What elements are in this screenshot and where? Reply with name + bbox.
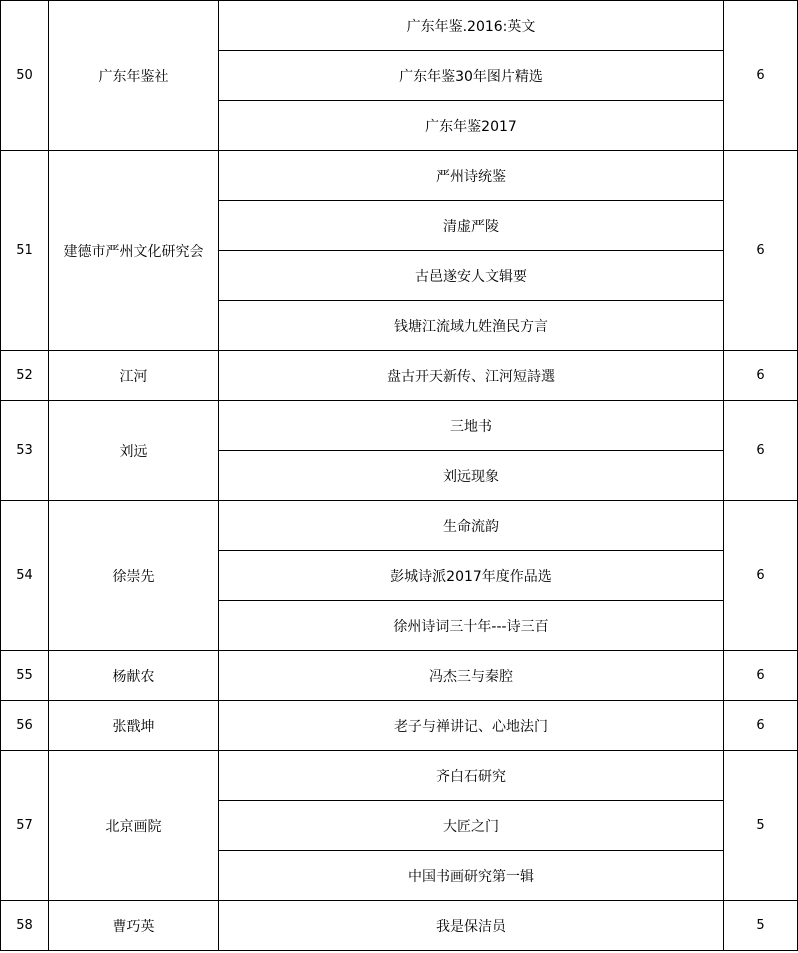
- row-number: 53: [1, 401, 49, 501]
- table-row: [1, 401, 798, 451]
- table-row: [1, 651, 798, 701]
- table-row: [1, 151, 798, 201]
- title-cell: 广东年鉴.2016:英文: [219, 1, 724, 51]
- publisher-cell: 江河: [49, 351, 219, 401]
- title-cell: 严州诗统鉴: [219, 151, 724, 201]
- title-cell: 广东年鉴30年图片精选: [219, 51, 724, 101]
- row-number: 54: [1, 501, 49, 651]
- title-cell: 彭城诗派2017年度作品选: [219, 551, 724, 601]
- table-row: [1, 751, 798, 801]
- title-cell: 三地书: [219, 401, 724, 451]
- publisher-cell: 刘远: [49, 401, 219, 501]
- row-number: 57: [1, 751, 49, 901]
- count-cell: 6: [724, 501, 798, 651]
- title-cell: 生命流韵: [219, 501, 724, 551]
- title-cell: 齐白石研究: [219, 751, 724, 801]
- title-cell: 徐州诗词三十年---诗三百: [219, 601, 724, 651]
- table-row: [1, 1, 798, 51]
- title-cell: 我是保洁员: [219, 901, 724, 951]
- title-cell: 老子与禅讲记、心地法门: [219, 701, 724, 751]
- table-row: [1, 351, 798, 401]
- publisher-cell: 广东年鉴社: [49, 1, 219, 151]
- title-cell: 中国书画研究第一辑: [219, 851, 724, 901]
- publisher-cell: 杨献农: [49, 651, 219, 701]
- table-row: [1, 901, 798, 951]
- count-cell: 6: [724, 651, 798, 701]
- count-cell: 6: [724, 151, 798, 351]
- row-number: 51: [1, 151, 49, 351]
- title-cell: 盘古开天新传、江河短詩選: [219, 351, 724, 401]
- title-cell: 古邑遂安人文辑要: [219, 251, 724, 301]
- row-number: 58: [1, 901, 49, 951]
- count-cell: 6: [724, 701, 798, 751]
- publisher-cell: 建德市严州文化研究会: [49, 151, 219, 351]
- title-cell: 刘远现象: [219, 451, 724, 501]
- table-body: [1, 1, 798, 951]
- publisher-cell: 徐崇先: [49, 501, 219, 651]
- count-cell: 5: [724, 751, 798, 901]
- title-cell: 广东年鉴2017: [219, 101, 724, 151]
- title-cell: 清虚严陵: [219, 201, 724, 251]
- table-row: [1, 501, 798, 551]
- row-number: 52: [1, 351, 49, 401]
- row-number: 50: [1, 1, 49, 151]
- count-cell: 6: [724, 1, 798, 151]
- table-row: [1, 701, 798, 751]
- row-number: 56: [1, 701, 49, 751]
- publisher-cell: 张戬坤: [49, 701, 219, 751]
- row-number: 55: [1, 651, 49, 701]
- title-cell: 冯杰三与秦腔: [219, 651, 724, 701]
- count-cell: 6: [724, 401, 798, 501]
- publisher-cell: 曹巧英: [49, 901, 219, 951]
- publisher-cell: 北京画院: [49, 751, 219, 901]
- count-cell: 6: [724, 351, 798, 401]
- count-cell: 5: [724, 901, 798, 951]
- title-cell: 钱塘江流域九姓渔民方言: [219, 301, 724, 351]
- title-cell: 大匠之门: [219, 801, 724, 851]
